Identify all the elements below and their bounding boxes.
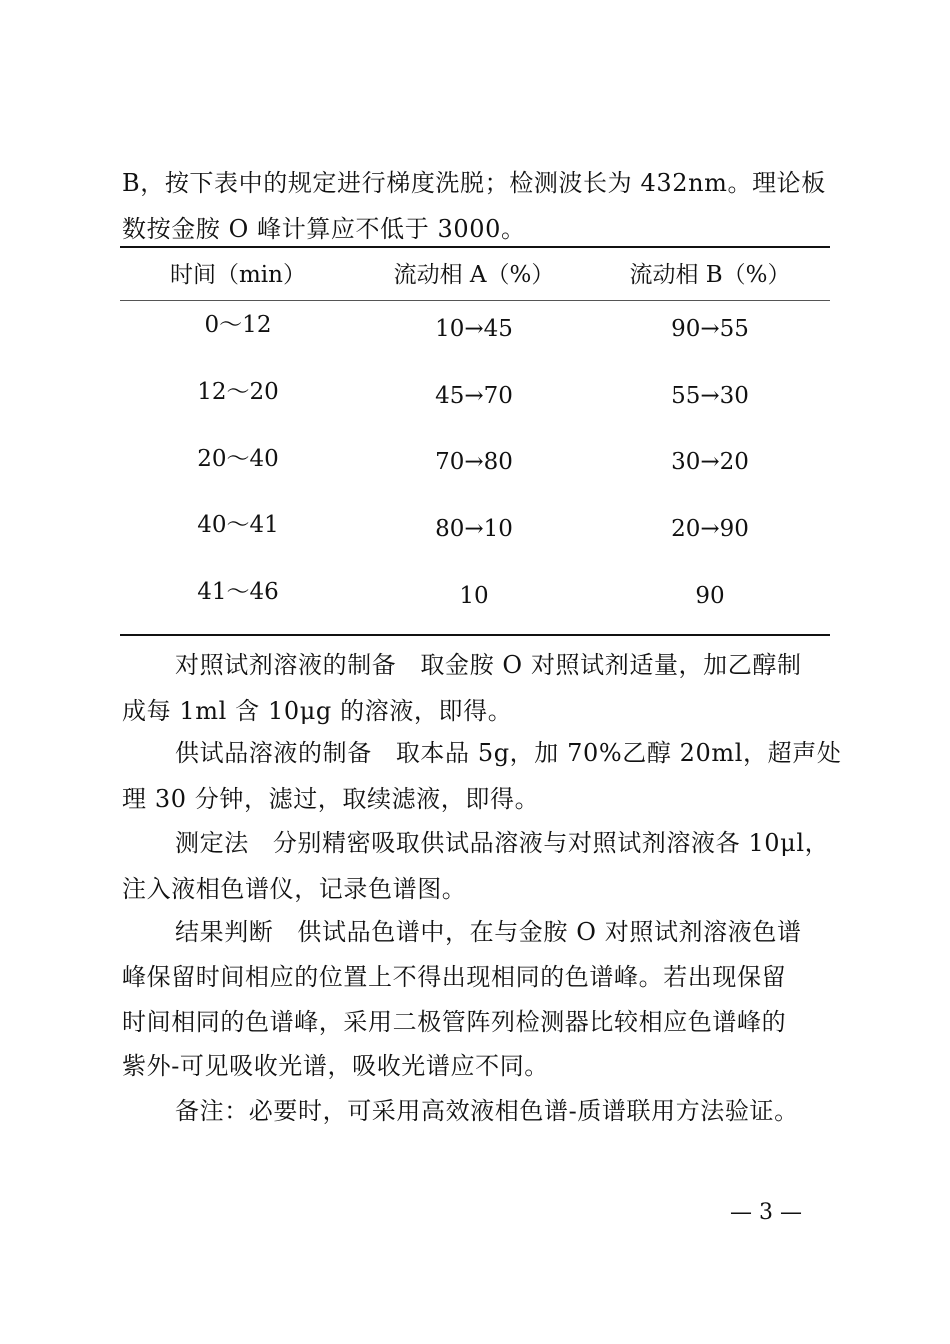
table-bottom-rule: [120, 634, 830, 636]
table-cell-time: 40～41: [197, 512, 279, 538]
intro-line-1: B，按下表中的规定进行梯度洗脱；检测波长为 432nm。理论板: [122, 169, 826, 197]
method-line-2: 注入液相色谱仪，记录色谱图。: [122, 875, 467, 903]
table-cell-phase-a: 10: [459, 583, 489, 609]
table-cell-phase-b: 20→90: [671, 516, 749, 542]
table-cell-phase-b: 55→30: [671, 383, 749, 409]
table-cell-phase-b: 90: [695, 583, 725, 609]
sample-solution-line-2: 理 30 分钟，滤过，取续滤液，即得。: [122, 785, 540, 813]
table-top-rule: [120, 246, 830, 248]
judgement-text: 供试品色谱中，在与金胺 O 对照试剂溶液色谱: [297, 918, 802, 946]
judgement-line-2: 峰保留时间相应的位置上不得出现相同的色谱峰。若出现保留: [122, 963, 787, 991]
table-header-rule: [120, 300, 830, 301]
table-header-time: 时间（min）: [170, 262, 306, 288]
judgement-title: 结果判断: [175, 918, 274, 946]
reference-solution-line-1: [175, 648, 832, 682]
gradient-table: [120, 246, 830, 638]
reference-solution-text: 取金胺 O 对照试剂适量，加乙醇制: [420, 651, 802, 679]
table-header-phase-a: 流动相 A（%）: [393, 262, 555, 288]
table-cell-time: 0～12: [204, 312, 272, 338]
sample-solution-title: 供试品溶液的制备: [175, 739, 372, 767]
table-header-phase-b: 流动相 B（%）: [629, 262, 791, 288]
intro-line-2: 数按金胺 O 峰计算应不低于 3000。: [122, 215, 526, 243]
judgement-line-3: 时间相同的色谱峰，采用二极管阵列检测器比较相应色谱峰的: [122, 1008, 787, 1036]
sample-solution-text: 取本品 5g，加 70%乙醇 20ml，超声处: [395, 739, 842, 767]
judgement-line-1: [175, 915, 832, 949]
table-cell-time: 41～46: [197, 579, 279, 605]
method-title: 测定法: [175, 829, 249, 857]
method-text: 分别精密吸取供试品溶液与对照试剂溶液各 10μl，: [272, 829, 830, 857]
table-cell-phase-b: 30→20: [671, 449, 749, 475]
method-line-1: [175, 826, 832, 860]
table-cell-phase-a: 80→10: [435, 516, 513, 542]
judgement-line-4: 紫外-可见吸收光谱，吸收光谱应不同。: [122, 1052, 549, 1080]
page-number: — 3 —: [730, 1200, 802, 1225]
reference-solution-title: 对照试剂溶液的制备: [175, 651, 397, 679]
table-cell-phase-a: 70→80: [435, 449, 513, 475]
table-cell-phase-a: 45→70: [435, 383, 513, 409]
table-cell-phase-b: 90→55: [671, 316, 749, 342]
note-line: 备注：必要时，可采用高效液相色谱-质谱联用方法验证。: [175, 1097, 799, 1125]
table-cell-phase-a: 10→45: [435, 316, 513, 342]
table-cell-time: 12～20: [197, 379, 279, 405]
sample-solution-line-1: [175, 736, 842, 770]
table-cell-time: 20～40: [197, 446, 279, 472]
reference-solution-line-2: 成每 1ml 含 10μg 的溶液，即得。: [122, 697, 513, 725]
